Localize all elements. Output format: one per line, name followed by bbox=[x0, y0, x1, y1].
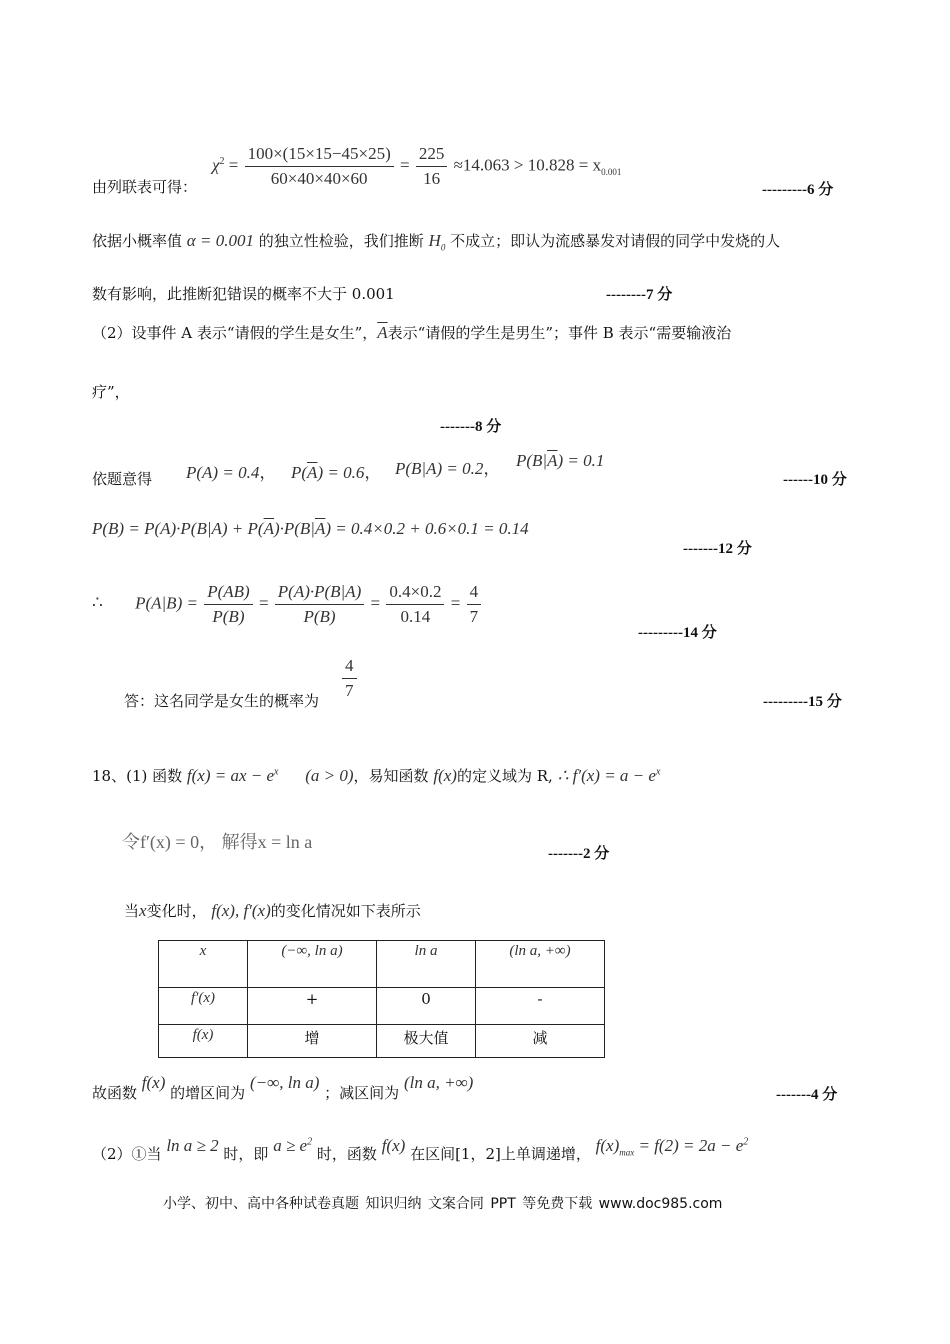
therefore-symbol: ∴ bbox=[92, 593, 103, 613]
zero-line: 令f′(x) = 0， 解得x = ln a bbox=[122, 832, 313, 852]
variation-table bbox=[158, 940, 605, 1058]
score-14: ---------14 分 bbox=[638, 625, 717, 641]
table-row: f′(x) + 0 - bbox=[159, 988, 605, 1025]
vary-line: 当x变化时， f(x), f′(x)的变化情况如下表所示 bbox=[124, 901, 421, 920]
given-p-a: P(A) = 0.4， bbox=[186, 463, 277, 482]
error-line: 数有影响，此推断犯错误的概率不大于 0.001 bbox=[92, 285, 395, 303]
a-bar: $\overline{A}$ bbox=[377, 323, 388, 342]
chi-result: ≈14.063 > 10.828 = x bbox=[453, 155, 602, 175]
chi-lead: 由列联表可得： bbox=[92, 178, 198, 196]
answer-fraction: $\frac{4}{7}$ bbox=[340, 656, 359, 701]
intervals-line: 故函数 f(x) 的增区间为 (−∞, ln a) ；减区间为 (ln a, +∞) bbox=[92, 1073, 474, 1102]
bayes-frac-3: $\frac{0.4\times 0.2}{0.14}$ bbox=[386, 582, 444, 627]
chi-fraction-2: $\frac{225}{16}$ bbox=[416, 144, 448, 189]
table-row: x (−∞, ln a) ln a (ln a, +∞) bbox=[159, 941, 605, 988]
total-probability-formula: $P(B) = P(A)\cdot P(B|A) + P(\overline{A})\cdot P(B|\overline{A}) = 0.4\times 0.2 + 0.6\times 0.1 = 0.14$ bbox=[92, 519, 529, 538]
table-row: f(x) 增 极大值 减 bbox=[159, 1025, 605, 1058]
given-p-b-given-a: P(B|A) = 0.2， bbox=[395, 459, 501, 478]
score-8: -------8 分 bbox=[440, 419, 502, 435]
given-lead: 依题意得 bbox=[92, 470, 153, 488]
chi-square-formula: $\chi^2$ = $\frac{100\times(15\times 15-45\times 25)}{60\times 40\times 40\times 60}$ = $\frac{225}{16}$ $\approx 14.063 > 10.828 = x_{0.001}$ bbox=[212, 144, 622, 188]
h0-symbol: $H_0$ bbox=[428, 231, 446, 253]
q18-derivative: ∴ $f'(x) = a - e^x$ bbox=[557, 766, 661, 785]
bayes-formula: ∴ P(A|B) = $\frac{P(AB)}{P(B)}$ = $\frac{P(A)\cdot P(B|A)}{P(B)}$ = $\frac{0.4\times 0.2}{0.14}$ = $\frac{4}{7}$ bbox=[92, 582, 483, 627]
event-line: （2）设事件 A 表示“请假的学生是女生”，$\overline{A}$表示“请假的学生是男生”；事件 B 表示“需要输液治 bbox=[92, 323, 732, 342]
chi-result-sub: 0.001 bbox=[601, 166, 622, 177]
case-line: （2）①当 ln a ≥ 2 时，即 $a \ge e^2$ 时，函数 f(x) 在区间[1，2]上单调递增， $f(x)_{max} = f(2) = 2a - e^2$ bbox=[92, 1136, 749, 1163]
score-10: ------10 分 bbox=[783, 472, 847, 488]
alpha-value: α = 0.001 bbox=[186, 231, 254, 250]
bayes-frac-2: $\frac{P(A)\cdot P(B|A)}{P(B)}$ bbox=[275, 582, 365, 627]
score-6: ---------6 分 bbox=[762, 182, 834, 198]
score-15: ---------15 分 bbox=[763, 694, 842, 710]
q18-line: 18、(1) 函数 f(x) = ax − $e^x$ (a > 0)，易知函数 f(x)的定义域为 R, ∴ $f'(x) = a - e^x$ bbox=[92, 766, 661, 785]
page-footer: 小学、初中、高中各种试卷真题 知识归纳 文案合同 PPT 等免费下载 www.doc985.com bbox=[163, 1196, 723, 1212]
chi-symbol: χ bbox=[212, 155, 220, 175]
q18-function: f(x) = ax − $e^x$ bbox=[186, 766, 279, 785]
score-2: -------2 分 bbox=[548, 846, 610, 862]
bayes-frac-4: $\frac{4}{7}$ bbox=[467, 582, 482, 627]
score-12: -------12 分 bbox=[683, 541, 752, 557]
given-p-b-given-abar: $P(B|\overline{A}) = 0.1$ bbox=[516, 451, 605, 470]
alpha-line: 依据小概率值 α = 0.001 的独立性检验，我们推断 $H_0$ 不成立；即认为流感暴发对请假的同学中发烧的人 bbox=[92, 231, 781, 253]
score-7: --------7 分 bbox=[606, 287, 673, 303]
bayes-frac-1: $\frac{P(AB)}{P(B)}$ bbox=[204, 582, 252, 627]
given-p-abar: $P(\overline{A}) = 0.6$， bbox=[291, 463, 382, 482]
answer-text: 答：这名同学是女生的概率为 bbox=[124, 692, 320, 710]
chi-fraction-1: $\frac{100\times(15\times 15-45\times 25)}{60\times 40\times 40\times 60}$ bbox=[245, 144, 394, 189]
score-4: -------4 分 bbox=[776, 1087, 838, 1103]
event-line-2: 疗”， bbox=[92, 383, 130, 401]
